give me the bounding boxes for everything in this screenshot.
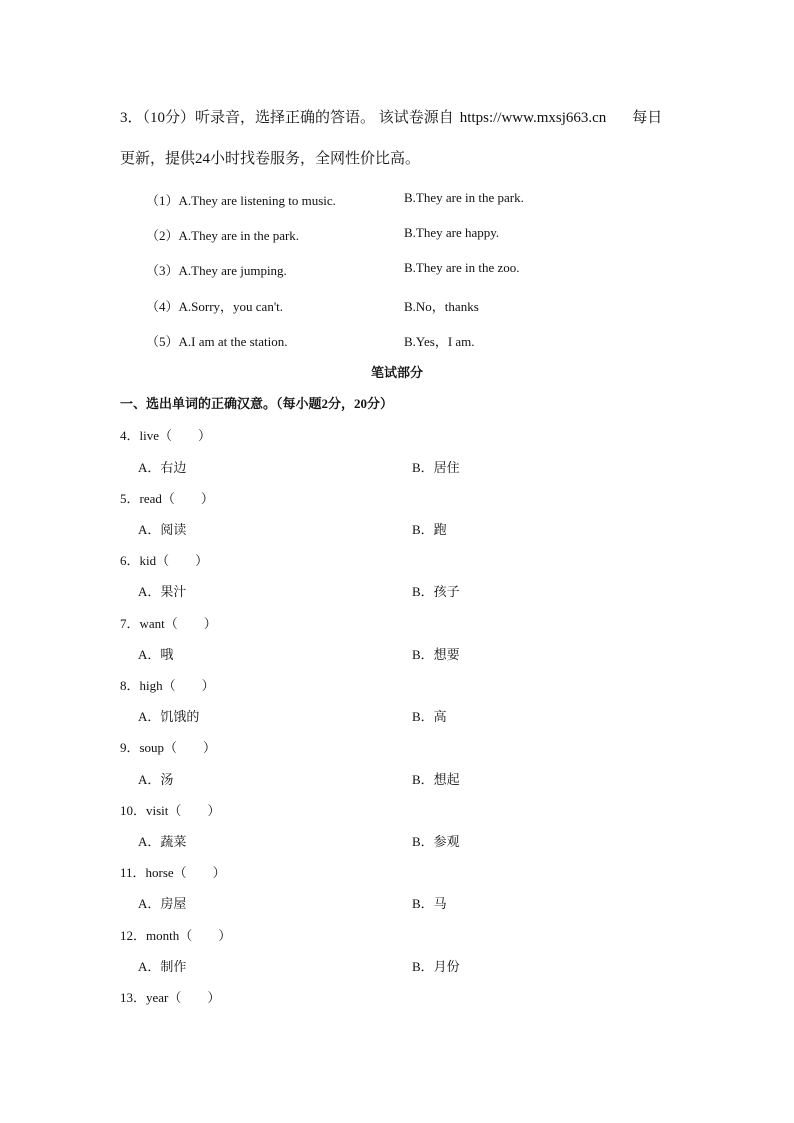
question-4-option-b: B．居住 bbox=[412, 460, 460, 475]
section-title: 笔试部分 bbox=[370, 365, 423, 380]
question-12-stem: 12．month（ ） bbox=[120, 928, 232, 943]
question-8-option-b: B．高 bbox=[412, 709, 447, 724]
q3-option-5-a: （5）A.I am at the station. bbox=[146, 334, 288, 349]
question-9-option-a: A．汤 bbox=[138, 772, 174, 787]
question-7-option-a: A．哦 bbox=[138, 647, 174, 662]
question-5-stem: 5．read（ ） bbox=[120, 491, 214, 506]
q3-option-1-a: （1）A.They are listening to music. bbox=[146, 193, 336, 208]
q3-prompt-tail: 每日 bbox=[632, 110, 663, 126]
question-11-option-a: A．房屋 bbox=[138, 896, 187, 911]
question-8-stem: 8．high（ ） bbox=[120, 678, 215, 693]
question-6-option-b: B．孩子 bbox=[412, 584, 460, 599]
q3-option-3-a: （3）A.They are jumping. bbox=[146, 263, 287, 278]
question-5-option-b: B．跑 bbox=[412, 522, 447, 537]
q3-option-4-a: （4）A.Sorry，you can't. bbox=[146, 299, 284, 314]
question-10-stem: 10．visit（ ） bbox=[120, 803, 221, 818]
question-7-stem: 7．want（ ） bbox=[120, 616, 217, 631]
q3-prompt-line1 bbox=[120, 106, 662, 127]
question-13-stem: 13．year（ ） bbox=[120, 990, 221, 1005]
question-10-option-b: B．参观 bbox=[412, 834, 460, 849]
question-9-option-b: B．想起 bbox=[412, 772, 460, 787]
q3-option-4-b: B.No，thanks bbox=[404, 299, 479, 314]
question-7-option-b: B．想要 bbox=[412, 647, 460, 662]
source-url: https://www.mxsj663.cn bbox=[459, 110, 607, 126]
question-10-option-a: A．蔬菜 bbox=[138, 834, 187, 849]
q3-prompt-text: 3．（10分）听录音，选择正确的答语。 该试卷源自 bbox=[120, 110, 454, 126]
question-4-option-a: A．右边 bbox=[138, 460, 187, 475]
q3-option-3-b: B.They are in the zoo. bbox=[404, 260, 520, 275]
question-4-stem: 4．live（ ） bbox=[120, 428, 211, 443]
question-12-option-b: B．月份 bbox=[412, 959, 460, 974]
question-5-option-a: A．阅读 bbox=[138, 522, 187, 537]
question-11-option-b: B．马 bbox=[412, 896, 447, 911]
q3-option-2-a: （2）A.They are in the park. bbox=[146, 228, 300, 243]
question-11-stem: 11．horse（ ） bbox=[120, 865, 226, 880]
q3-prompt-line2: 更新，提供24小时找卷服务，全网性价比高。 bbox=[120, 151, 421, 167]
question-6-option-a: A．果汁 bbox=[138, 584, 187, 599]
question-9-stem: 9．soup（ ） bbox=[120, 740, 217, 755]
question-12-option-a: A．制作 bbox=[138, 959, 187, 974]
q3-option-5-b: B.Yes，I am. bbox=[404, 334, 475, 349]
q3-option-1-b: B.They are in the park. bbox=[404, 190, 524, 205]
part1-title: 一、选出单词的正确汉意。（每小题2分，20分） bbox=[120, 396, 394, 411]
q3-option-2-b: B.They are happy. bbox=[404, 225, 500, 240]
question-8-option-a: A．饥饿的 bbox=[138, 709, 200, 724]
question-6-stem: 6．kid（ ） bbox=[120, 553, 209, 568]
